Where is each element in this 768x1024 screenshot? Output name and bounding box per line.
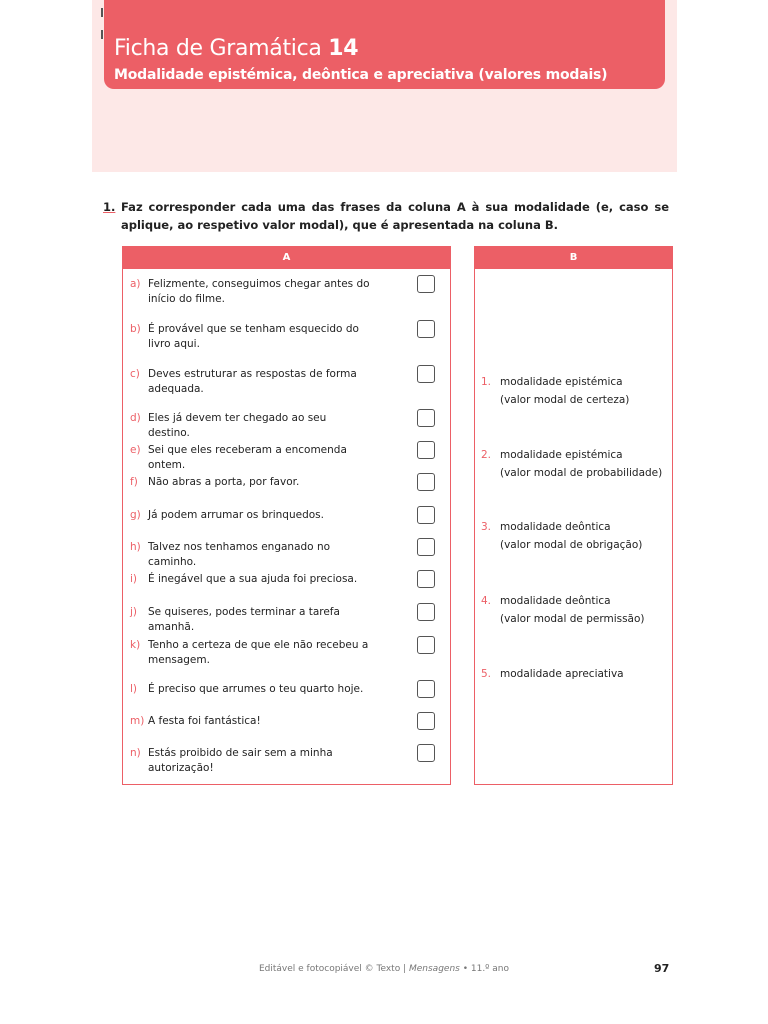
answer-checkbox[interactable]: [417, 680, 435, 698]
item-number: 1.: [481, 376, 492, 388]
header-banner: [104, 0, 665, 89]
item-text: Talvez nos tenhamos enganado no caminho.: [148, 541, 331, 568]
answer-checkbox[interactable]: [417, 538, 435, 556]
item-letter: l): [130, 683, 138, 695]
answer-checkbox[interactable]: [417, 320, 435, 338]
item-text: Deves estruturar as respostas de forma adequada.: [148, 368, 357, 395]
item-letter: b): [130, 323, 141, 335]
column-a-item: [130, 605, 370, 635]
item-text: Felizmente, conseguimos chegar antes do início do filme.: [148, 278, 370, 305]
item-number: 5.: [481, 668, 492, 680]
question-1: [103, 198, 669, 234]
item-text: Sei que eles receberam a encomenda ontem.: [148, 444, 347, 471]
item-text: A festa foi fantástica!: [148, 715, 261, 727]
modality-name: modalidade deôntica: [500, 521, 611, 533]
footer-text: Editável e fotocopiável © Texto |: [258, 964, 409, 974]
column-a-item: [130, 746, 370, 776]
column-b-item: [481, 592, 645, 628]
item-letter: n): [130, 747, 141, 759]
item-number: 4.: [481, 595, 492, 607]
corner-mark: [101, 8, 103, 17]
item-number: 3.: [481, 521, 492, 533]
column-b-item: [481, 373, 629, 409]
column-a-item: [130, 322, 370, 352]
item-text: Já podem arrumar os brinquedos.: [148, 509, 324, 521]
modality-name: modalidade epistémica: [500, 376, 623, 388]
column-a-item: [130, 714, 370, 729]
footer-book: Mensagens: [408, 964, 460, 974]
answer-checkbox[interactable]: [417, 603, 435, 621]
column-a-item: [130, 572, 370, 587]
answer-checkbox[interactable]: [417, 506, 435, 524]
column-a-item: [130, 508, 370, 523]
column-b-item: [481, 518, 642, 554]
item-letter: i): [130, 573, 138, 585]
column-a-item: [130, 443, 370, 473]
modality-name: modalidade deôntica: [500, 595, 611, 607]
item-text: Tenho a certeza de que ele não recebeu a mensagem.: [148, 639, 369, 666]
corner-mark: [101, 30, 103, 39]
modality-name: modalidade epistémica: [500, 449, 623, 461]
item-letter: c): [130, 368, 140, 380]
answer-checkbox[interactable]: [417, 409, 435, 427]
answer-checkbox[interactable]: [417, 365, 435, 383]
modal-value: (valor modal de certeza): [500, 394, 630, 406]
item-text: Eles já devem ter chegado ao seu destino.: [148, 412, 327, 439]
answer-checkbox[interactable]: [417, 712, 435, 730]
title-number: 14: [328, 36, 359, 61]
question-number: 1.: [103, 200, 116, 214]
item-text: É inegável que a sua ajuda foi preciosa.: [148, 573, 358, 585]
item-letter: f): [130, 476, 138, 488]
answer-checkbox[interactable]: [417, 636, 435, 654]
item-letter: h): [130, 541, 141, 553]
footer-grade: • 11.º ano: [459, 964, 510, 974]
answer-checkbox[interactable]: [417, 570, 435, 588]
modality-name: modalidade apreciativa: [500, 668, 624, 680]
item-text: Se quiseres, podes terminar a tarefa amanhã.: [148, 606, 340, 633]
modal-value: (valor modal de obrigação): [500, 539, 643, 551]
column-b-item: [481, 665, 624, 683]
column-a-item: [130, 367, 370, 397]
answer-checkbox[interactable]: [417, 441, 435, 459]
answer-checkbox[interactable]: [417, 744, 435, 762]
column-a-header: A: [123, 247, 450, 269]
column-a-item: [130, 411, 370, 441]
page-subtitle: Modalidade epistémica, deôntica e apreciativa (valores modais): [114, 67, 608, 83]
title-text: Ficha de Gramática: [114, 36, 322, 61]
item-letter: m): [130, 715, 145, 727]
page-number: 97: [654, 962, 670, 975]
item-letter: a): [130, 278, 141, 290]
item-letter: k): [130, 639, 141, 651]
item-text: É preciso que arrumes o teu quarto hoje.: [148, 683, 364, 695]
question-text: Faz corresponder cada uma das frases da coluna A à sua modalidade (e, caso se aplique, ao respetivo valor modal), que é apresentada na coluna B.: [121, 200, 669, 232]
modal-value: (valor modal de permissão): [500, 613, 645, 625]
answer-checkbox[interactable]: [417, 275, 435, 293]
column-b-item: [481, 446, 662, 482]
item-text: É provável que se tenham esquecido do livro aqui.: [148, 323, 359, 350]
item-text: Estás proibido de sair sem a minha autorização!: [148, 747, 333, 774]
item-letter: g): [130, 509, 141, 521]
column-a-item: [130, 277, 370, 307]
column-a-item: [130, 475, 370, 490]
answer-checkbox[interactable]: [417, 473, 435, 491]
column-a-item: [130, 540, 370, 570]
column-b-header: B: [475, 247, 672, 269]
item-letter: e): [130, 444, 141, 456]
column-b: [474, 246, 673, 785]
footer: [0, 964, 768, 974]
item-text: Não abras a porta, por favor.: [148, 476, 300, 488]
modal-value: (valor modal de probabilidade): [500, 467, 663, 479]
column-a: [122, 246, 451, 785]
page-title: [114, 36, 358, 61]
item-letter: d): [130, 412, 141, 424]
item-number: 2.: [481, 449, 492, 461]
column-a-item: [130, 682, 370, 697]
column-a-item: [130, 638, 370, 668]
item-letter: j): [130, 606, 138, 618]
